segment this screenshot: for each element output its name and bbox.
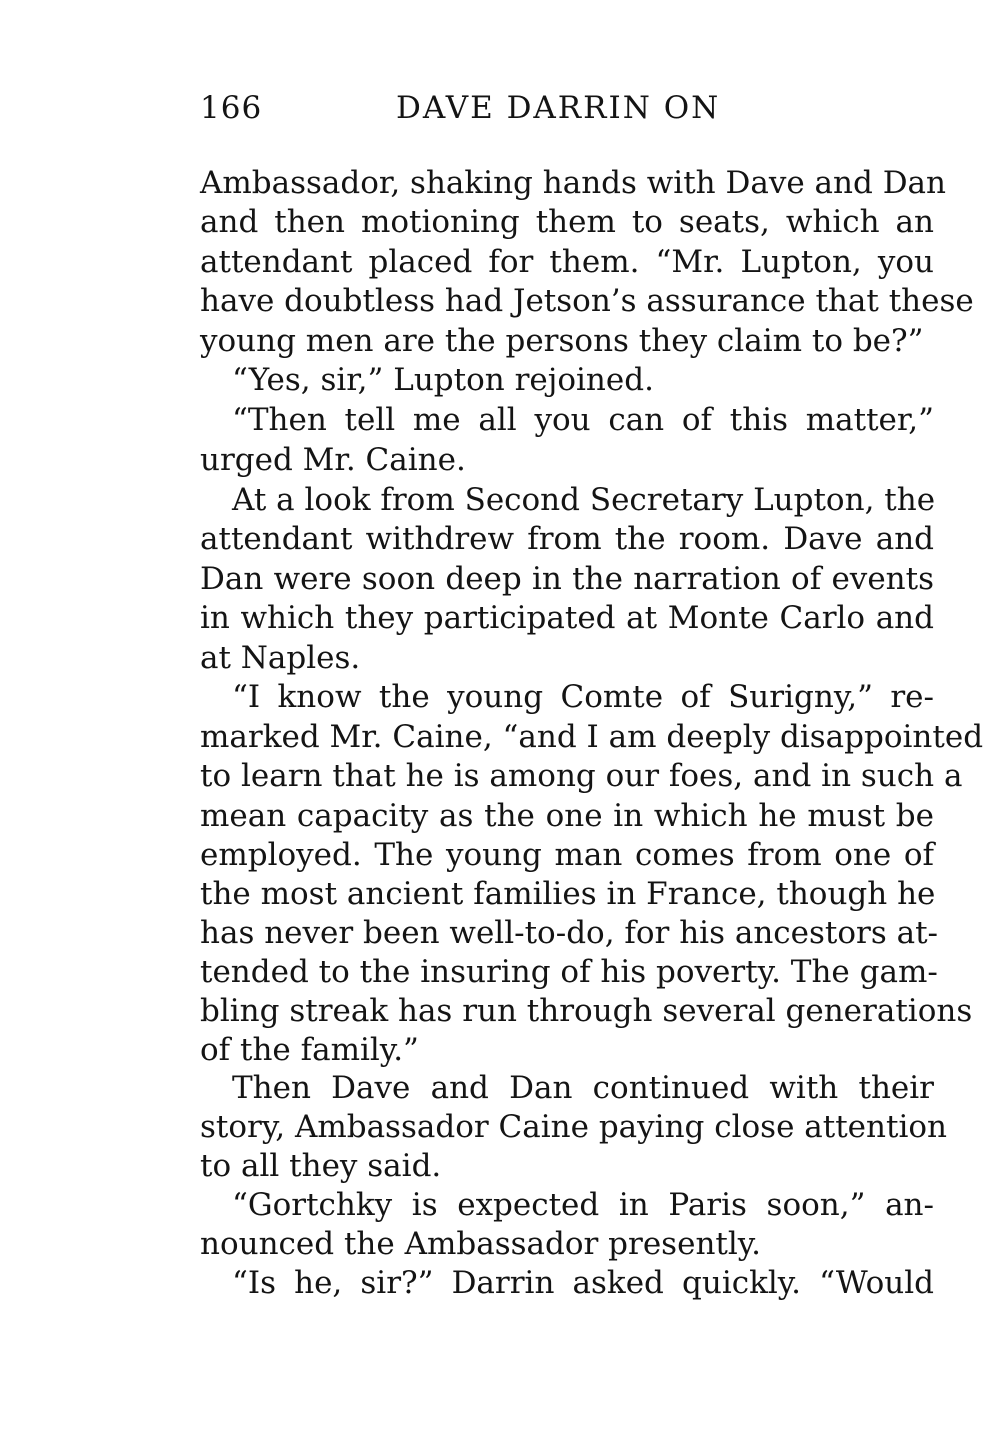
page-number: 166 xyxy=(200,90,263,126)
text-line: attendant placed for them. “Mr. Lupton, you xyxy=(200,244,934,280)
text-line: mean capacity as the one in which he must be xyxy=(200,798,934,834)
text-line: “I know the young Comte of Surigny,” re- xyxy=(232,679,934,715)
text-line: Dan were soon deep in the narration of events xyxy=(200,561,934,597)
text-line: attendant withdrew from the room. Dave and xyxy=(200,521,934,557)
text-line: “Then tell me all you can of this matter,” xyxy=(232,402,934,438)
text-line: nounced the Ambassador presently. xyxy=(200,1226,762,1262)
text-line: “Is he, sir?” Darrin asked quickly. “Would xyxy=(232,1265,934,1301)
text-line: urged Mr. Caine. xyxy=(200,442,466,478)
text-line: in which they participated at Monte Carlo and xyxy=(200,600,934,636)
text-line: and then motioning them to seats, which an xyxy=(200,204,934,240)
text-line: “Yes, sir,” Lupton rejoined. xyxy=(232,362,654,398)
text-line: At a look from Second Secretary Lupton, the xyxy=(232,482,936,518)
text-line: story, Ambassador Caine paying close attention xyxy=(200,1109,947,1145)
text-line: of the family.” xyxy=(200,1032,419,1068)
text-line: to learn that he is among our foes, and in such a xyxy=(200,758,963,794)
text-line: employed. The young man comes from one of xyxy=(200,837,934,873)
text-line: “Gortchky is expected in Paris soon,” an- xyxy=(232,1187,934,1223)
text-line: tended to the insuring of his poverty. The gam- xyxy=(200,954,938,990)
text-line: bling streak has run through several generations xyxy=(200,993,973,1029)
text-line: Then Dave and Dan continued with their xyxy=(232,1070,934,1106)
text-line: Ambassador, shaking hands with Dave and Dan xyxy=(200,165,946,201)
page-header xyxy=(200,86,940,130)
text-line: young men are the persons they claim to be?” xyxy=(200,323,924,359)
text-line: has never been well-to-do, for his ancestors at- xyxy=(200,915,939,951)
text-line: the most ancient families in France, though he xyxy=(200,876,936,912)
text-line: at Naples. xyxy=(200,640,361,676)
text-line: marked Mr. Caine, “and I am deeply disappointed xyxy=(200,719,984,755)
text-line: have doubtless had Jetson’s assurance that these xyxy=(200,283,974,319)
text-line: to all they said. xyxy=(200,1148,442,1184)
running-title: DAVE DARRIN ON xyxy=(396,90,721,126)
